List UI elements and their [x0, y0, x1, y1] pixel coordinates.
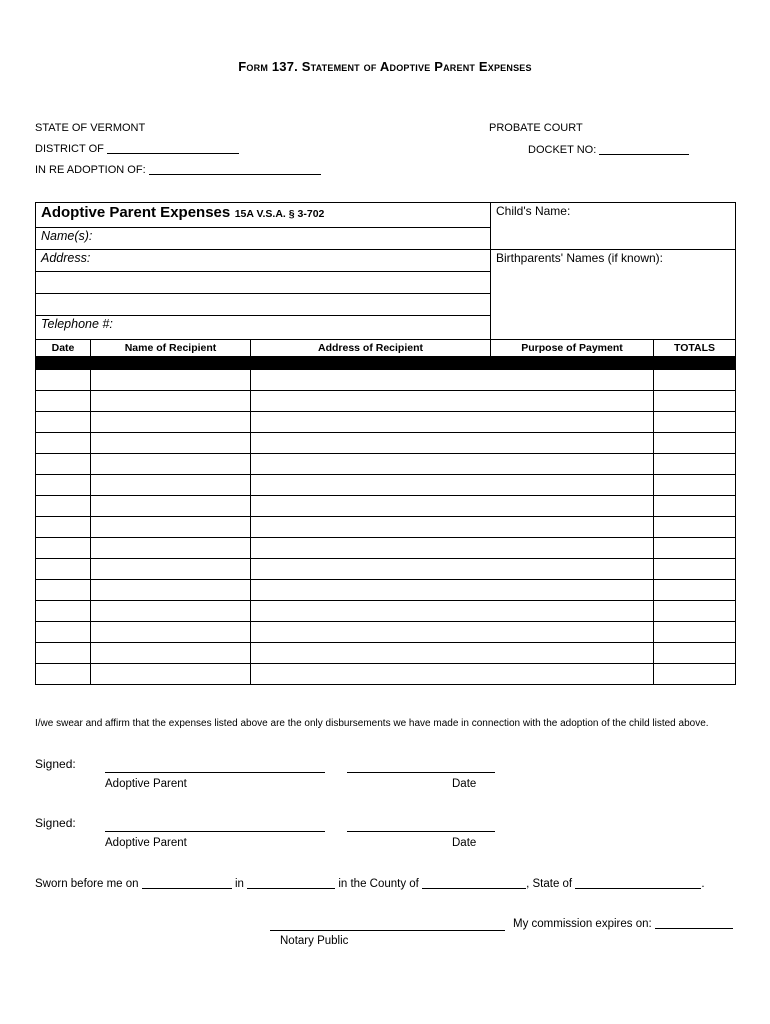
- docket-blank-line: [599, 143, 689, 155]
- expense-cell-date: [36, 412, 91, 433]
- form-tables: [35, 202, 735, 685]
- expense-row: [36, 664, 736, 685]
- expenses-title: Adoptive Parent Expenses: [41, 204, 231, 221]
- expense-row: [36, 454, 736, 475]
- expense-cell-recipient-name: [91, 601, 251, 622]
- sworn-row: [35, 877, 705, 890]
- expense-cell-address-purpose: [251, 517, 654, 538]
- in-re-blank-line: [149, 163, 321, 175]
- address-blank-cell-1: [36, 272, 491, 294]
- sworn-place-blank: [247, 877, 335, 889]
- expense-cell-recipient-name: [91, 496, 251, 517]
- col-header-address-of-recipient: Address of Recipient: [251, 340, 491, 357]
- expense-cell-address-purpose: [251, 370, 654, 391]
- sworn-in-label: in: [234, 878, 244, 890]
- expense-cell-address-purpose: [251, 391, 654, 412]
- expense-cell-address-purpose: [251, 538, 654, 559]
- expense-cell-recipient-name: [91, 433, 251, 454]
- court-label: PROBATE COURT: [489, 122, 583, 134]
- signature-date-line-2: [347, 831, 495, 832]
- expense-cell-address-purpose: [251, 559, 654, 580]
- expense-cell-recipient-name: [91, 622, 251, 643]
- in-re-label: IN RE ADOPTION OF:: [35, 164, 146, 176]
- expense-row: [36, 391, 736, 412]
- expense-cell-date: [36, 664, 91, 685]
- expense-cell-totals: [654, 643, 736, 664]
- expense-cell-date: [36, 559, 91, 580]
- in-re-row: [35, 163, 321, 176]
- expenses-title-cell: [36, 203, 491, 228]
- expense-cell-address-purpose: [251, 475, 654, 496]
- sworn-end-punct: .: [701, 878, 705, 890]
- notary-signature-line: [270, 930, 505, 931]
- expense-cell-totals: [654, 517, 736, 538]
- notary-public-label: Notary Public: [280, 935, 349, 947]
- expense-row: [36, 559, 736, 580]
- col-header-purpose-of-payment: Purpose of Payment: [491, 340, 654, 357]
- expense-cell-recipient-name: [91, 559, 251, 580]
- expense-cell-recipient-name: [91, 664, 251, 685]
- signed-label-2: Signed:: [35, 816, 76, 830]
- commission-row: [513, 917, 733, 930]
- expense-cell-address-purpose: [251, 664, 654, 685]
- expense-cell-date: [36, 433, 91, 454]
- expense-cell-totals: [654, 622, 736, 643]
- adoptive-parent-label-2: Adoptive Parent: [105, 837, 187, 849]
- expense-table: [35, 339, 736, 685]
- expense-cell-totals: [654, 475, 736, 496]
- sworn-state-label: , State of: [526, 878, 573, 890]
- signed-label-1: Signed:: [35, 757, 76, 771]
- expense-cell-recipient-name: [91, 517, 251, 538]
- affirmation-text: I/we swear and affirm that the expenses listed above are the only disbursements we have made in connection with the adoption of the child listed above.: [35, 718, 709, 729]
- expense-cell-date: [36, 580, 91, 601]
- expense-cell-totals: [654, 664, 736, 685]
- expense-cell-recipient-name: [91, 412, 251, 433]
- birthparents-cell: Birthparents' Names (if known):: [491, 250, 736, 340]
- expense-cell-address-purpose: [251, 454, 654, 475]
- expense-cell-totals: [654, 601, 736, 622]
- expense-row: [36, 601, 736, 622]
- sworn-state-blank: [575, 877, 701, 889]
- expense-cell-recipient-name: [91, 475, 251, 496]
- info-title-row: [36, 203, 736, 228]
- expense-cell-date: [36, 454, 91, 475]
- expense-cell-address-purpose: [251, 496, 654, 517]
- expense-cell-address-purpose: [251, 622, 654, 643]
- expense-cell-date: [36, 643, 91, 664]
- expense-cell-totals: [654, 454, 736, 475]
- address-cell: Address:: [36, 250, 491, 272]
- info-table: [35, 202, 736, 340]
- expense-cell-totals: [654, 370, 736, 391]
- expense-cell-date: [36, 622, 91, 643]
- expense-row: [36, 517, 736, 538]
- expense-header-row: [36, 340, 736, 357]
- commission-blank: [655, 917, 733, 929]
- expense-cell-date: [36, 391, 91, 412]
- expense-cell-address-purpose: [251, 433, 654, 454]
- sworn-label: Sworn before me on: [35, 878, 139, 890]
- sworn-date-blank: [142, 877, 232, 889]
- expense-cell-recipient-name: [91, 391, 251, 412]
- expense-cell-recipient-name: [91, 454, 251, 475]
- expense-row: [36, 643, 736, 664]
- expense-cell-address-purpose: [251, 643, 654, 664]
- district-blank-line: [107, 142, 239, 154]
- expense-cell-totals: [654, 538, 736, 559]
- signature-line-1: [105, 772, 325, 773]
- expense-row: [36, 475, 736, 496]
- expense-cell-address-purpose: [251, 601, 654, 622]
- expense-row: [36, 370, 736, 391]
- date-label-1: Date: [452, 778, 477, 790]
- expense-cell-date: [36, 496, 91, 517]
- expense-row: [36, 580, 736, 601]
- expense-cell-recipient-name: [91, 643, 251, 664]
- district-row: [35, 142, 239, 155]
- expense-rows: [36, 357, 736, 685]
- address-row: [36, 250, 736, 272]
- commission-label: My commission expires on:: [513, 918, 652, 930]
- sworn-county-blank: [422, 877, 526, 889]
- expense-row: [36, 412, 736, 433]
- childs-name-cell: Child's Name:: [491, 203, 736, 250]
- expense-cell-date: [36, 538, 91, 559]
- docket-row: [528, 143, 689, 156]
- address-blank-cell-2: [36, 294, 491, 316]
- district-label: DISTRICT OF: [35, 143, 104, 155]
- adoptive-parent-label-1: Adoptive Parent: [105, 778, 187, 790]
- col-header-date: Date: [36, 340, 91, 357]
- expense-cell-totals: [654, 391, 736, 412]
- expense-cell-date: [36, 517, 91, 538]
- expense-row: [36, 622, 736, 643]
- expense-cell-date: [36, 601, 91, 622]
- state-label: STATE OF VERMONT: [35, 122, 146, 134]
- expense-row: [36, 433, 736, 454]
- expense-cell-recipient-name: [91, 370, 251, 391]
- expense-cell-totals: [654, 580, 736, 601]
- sworn-county-label: in the County of: [338, 878, 419, 890]
- expense-cell-totals: [654, 433, 736, 454]
- names-cell: Name(s):: [36, 228, 491, 250]
- expense-cell-date: [36, 370, 91, 391]
- expense-row: [36, 538, 736, 559]
- col-header-name-of-recipient: Name of Recipient: [91, 340, 251, 357]
- expense-cell-recipient-name: [91, 538, 251, 559]
- expense-cell-totals: [654, 559, 736, 580]
- docket-label: DOCKET NO:: [528, 144, 597, 156]
- document-title: Form 137. Statement of Adoptive Parent Expenses: [238, 59, 532, 74]
- expense-cell-address-purpose: [251, 412, 654, 433]
- date-label-2: Date: [452, 837, 477, 849]
- signature-date-line-1: [347, 772, 495, 773]
- statute-ref: 15A V.S.A. § 3-702: [234, 208, 325, 220]
- expense-cell-recipient-name: [91, 580, 251, 601]
- signature-line-2: [105, 831, 325, 832]
- expense-row: [36, 496, 736, 517]
- expense-cell-totals: [654, 412, 736, 433]
- expense-cell-address-purpose: [251, 580, 654, 601]
- black-divider-cell: [36, 357, 736, 370]
- expense-cell-totals: [654, 496, 736, 517]
- telephone-cell: Telephone #:: [36, 316, 491, 340]
- col-header-totals: TOTALS: [654, 340, 736, 357]
- black-divider-row: [36, 357, 736, 370]
- expense-cell-date: [36, 475, 91, 496]
